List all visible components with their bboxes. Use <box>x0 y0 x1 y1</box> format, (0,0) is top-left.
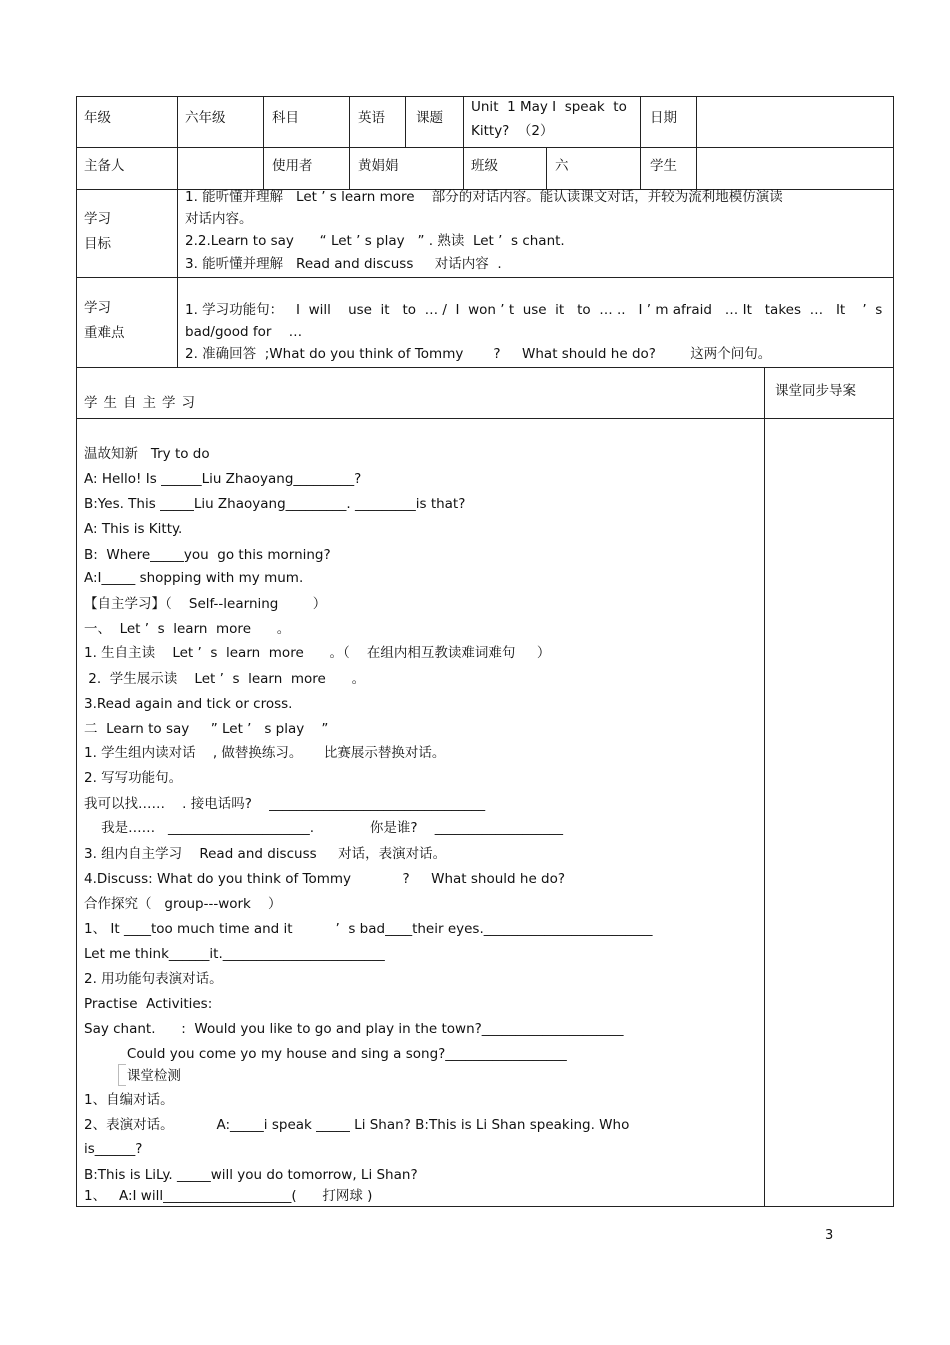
goals-line: 3. 能听懂并理解 Read and discuss 对话内容 . <box>185 256 502 272</box>
keypoints-line: 1. 学习功能句： I will use it to … / I won ’ t use it to … .. I ’ m afraid … It takes … It ’ s <box>185 302 883 318</box>
body-line: A: Hello! Is ______Liu Zhaoyang_________? <box>84 471 362 487</box>
table-rule <box>76 367 894 368</box>
self-study-heading: 学生自主学习 <box>84 395 201 411</box>
body-line: 温故知新 Try to do <box>84 446 210 462</box>
body-line: 2、表演对话。 A:_____i speak _____ Li Shan? B:This is Li Shan speaking. Who <box>84 1117 630 1133</box>
body-line: 我是…… _____________________. 你是谁? ___________________ <box>84 820 563 836</box>
class-label: 班级 <box>471 158 498 174</box>
body-line: 【自主学习】（ Self--learning ） <box>84 596 327 612</box>
body-line: B: Where_____you go this morning? <box>84 547 331 563</box>
body-line: 1. 生自主读 Let ’ s learn more 。（ 在组内相互教读难词难句 ） <box>84 645 551 661</box>
table-rule <box>546 147 547 189</box>
body-line: 二 Learn to say ” Let ’ s play ” <box>84 721 329 737</box>
table-border-left <box>76 96 77 1206</box>
goals-label-line2: 目标 <box>84 236 111 252</box>
body-line: 课堂检测 <box>84 1068 181 1084</box>
body-line: B:This is LiLy. _____will you do tomorrow, Li Shan? <box>84 1167 418 1183</box>
table-rule <box>177 96 178 367</box>
subject-label: 科目 <box>272 110 299 126</box>
class-value: 六 <box>555 158 569 174</box>
table-rule <box>640 96 641 189</box>
keypoints-line: 2. 准确回答 ;What do you think of Tommy ? What should he do? 这两个问句。 <box>185 346 772 362</box>
body-line: A:I_____ shopping with my mum. <box>84 570 304 586</box>
body-line: 2. 学生展示读 Let ’ s learn more 。 <box>84 671 366 687</box>
grade-label: 年级 <box>84 110 111 126</box>
body-line: 合作探究（ group---work ） <box>84 896 282 912</box>
body-line: is______? <box>84 1141 143 1157</box>
body-line: 1. 学生组内读对话 , 做替换练习。 比赛展示替换对话。 <box>84 745 446 761</box>
table-rule <box>76 277 894 278</box>
table-border-bottom <box>76 1206 894 1207</box>
table-rule <box>696 96 697 189</box>
table-rule <box>349 96 350 189</box>
topic-label: 课题 <box>416 110 443 126</box>
table-border-top <box>76 96 894 97</box>
goals-label-line1: 学习 <box>84 211 111 227</box>
body-line: 1、自编对话。 <box>84 1092 174 1108</box>
preparer-label: 主备人 <box>84 158 125 174</box>
date-label: 日期 <box>650 110 677 126</box>
body-line: 我可以找…… . 接电话吗? ________________________________ <box>84 796 486 812</box>
body-line: 3.Read again and tick or cross. <box>84 696 293 712</box>
body-line: 1、 It ____too much time and it ’ s bad____their eyes._________________________ <box>84 921 653 937</box>
body-line: 3. 组内自主学习 Read and discuss 对话，表演对话。 <box>84 846 447 862</box>
table-border-right <box>893 96 894 1206</box>
goals-line: 1. 能听懂并理解 Let ’ s learn more 部分的对话内容。能认读课文对话，并较为流利地模仿演读 <box>185 189 783 205</box>
table-rule <box>764 367 765 1206</box>
goals-line: 2.2.Learn to say “ Let ’ s play ” . 熟读 Let ’ s chant. <box>185 233 565 249</box>
body-line: 1、 A:I will___________________( 打网球 ) <box>84 1188 373 1204</box>
body-line: Could you come yo my house and sing a song?__________________ <box>84 1046 567 1062</box>
grade-value: 六年级 <box>185 110 226 126</box>
classroom-guide-heading: 课堂同步导案 <box>775 383 856 399</box>
body-line: Practise Activities: <box>84 996 213 1012</box>
topic-value-line2: Kitty? （2） <box>471 123 554 139</box>
topic-value-line1: Unit 1 May I speak to <box>471 99 627 115</box>
keypoints-label-line1: 学习 <box>84 300 111 316</box>
body-line: A: This is Kitty. <box>84 521 183 537</box>
keypoints-line: bad/good for … <box>185 324 303 340</box>
subject-value: 英语 <box>358 110 385 126</box>
user-value: 黄娟娟 <box>358 158 399 174</box>
body-line: Let me think______it.________________________ <box>84 946 385 962</box>
goals-line: 对话内容。 <box>185 211 253 227</box>
body-line: 4.Discuss: What do you think of Tommy ? What should he do? <box>84 871 566 887</box>
table-rule <box>76 418 894 419</box>
body-line: Say chant. : Would you like to go and play in the town?_____________________ <box>84 1021 624 1037</box>
table-rule <box>463 96 464 189</box>
student-label: 学生 <box>650 158 677 174</box>
table-rule <box>405 96 406 147</box>
body-line: 一、 Let ’ s learn more 。 <box>84 621 291 637</box>
user-label: 使用者 <box>272 158 313 174</box>
table-rule <box>263 96 264 189</box>
page-number: 3 <box>825 1228 834 1243</box>
body-line: 2. 写写功能句。 <box>84 770 183 786</box>
body-line: 2. 用功能句表演对话。 <box>84 971 223 987</box>
keypoints-label-line2: 重难点 <box>84 325 125 341</box>
body-line: B:Yes. This _____Liu Zhaoyang_________. _________is that? <box>84 496 466 512</box>
table-rule <box>76 147 894 148</box>
